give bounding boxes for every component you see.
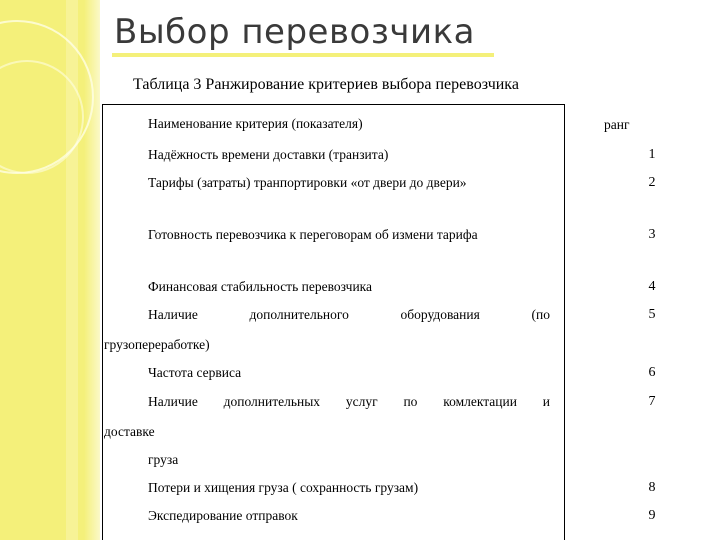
header-criterion: Наименование критерия (показателя) [148,116,363,131]
table-row-rank: 8 [648,480,656,495]
decorative-sidebar [0,0,100,540]
table-column-divider [564,104,565,540]
table-row-rank: 4 [648,279,656,294]
table-row-rank: 7 [648,394,656,409]
table-row-rank: 3 [648,227,656,242]
table-row-rank: 2 [648,175,656,190]
table-left-border [102,104,103,540]
table-row-criterion-continued: грузопереработке) [104,337,210,352]
table-row-criterion: Финансовая стабильность перевозчика [148,279,373,294]
table-row-rank: 9 [648,508,656,523]
table-row-criterion: Наличие дополнительных услуг по комлектации и [148,394,550,409]
table-row-criterion: Частота сервиса [148,365,242,380]
page-title: Выбор перевозчика [114,12,475,52]
title-underline [112,53,494,57]
table-row-criterion: Тарифы (затраты) транпортировки «от двери до двери» [148,175,467,190]
table-caption: Таблица 3 Ранжирование критериев выбора перевозчика [133,76,519,93]
table-row-rank: 1 [648,147,656,162]
table-row-criterion-continued: доставке [104,424,155,439]
table-row-criterion: Надёжность времени доставки (транзита) [148,147,389,162]
header-rank: ранг [604,117,630,132]
table-row-criterion: Экспедирование отправок [148,508,298,523]
table-row-rank: 5 [648,307,656,322]
table-row-criterion: Готовность перевозчика к переговорам об измени тарифа [148,227,478,242]
table-top-border [102,104,565,105]
table-row-criterion: Потери и хищения груза ( сохранность грузам) [148,480,419,495]
table-row-rank: 6 [648,365,656,380]
table-row-criterion-continued: груза [148,452,179,467]
table-row-criterion: Наличие дополнительного оборудования (по [148,307,550,322]
